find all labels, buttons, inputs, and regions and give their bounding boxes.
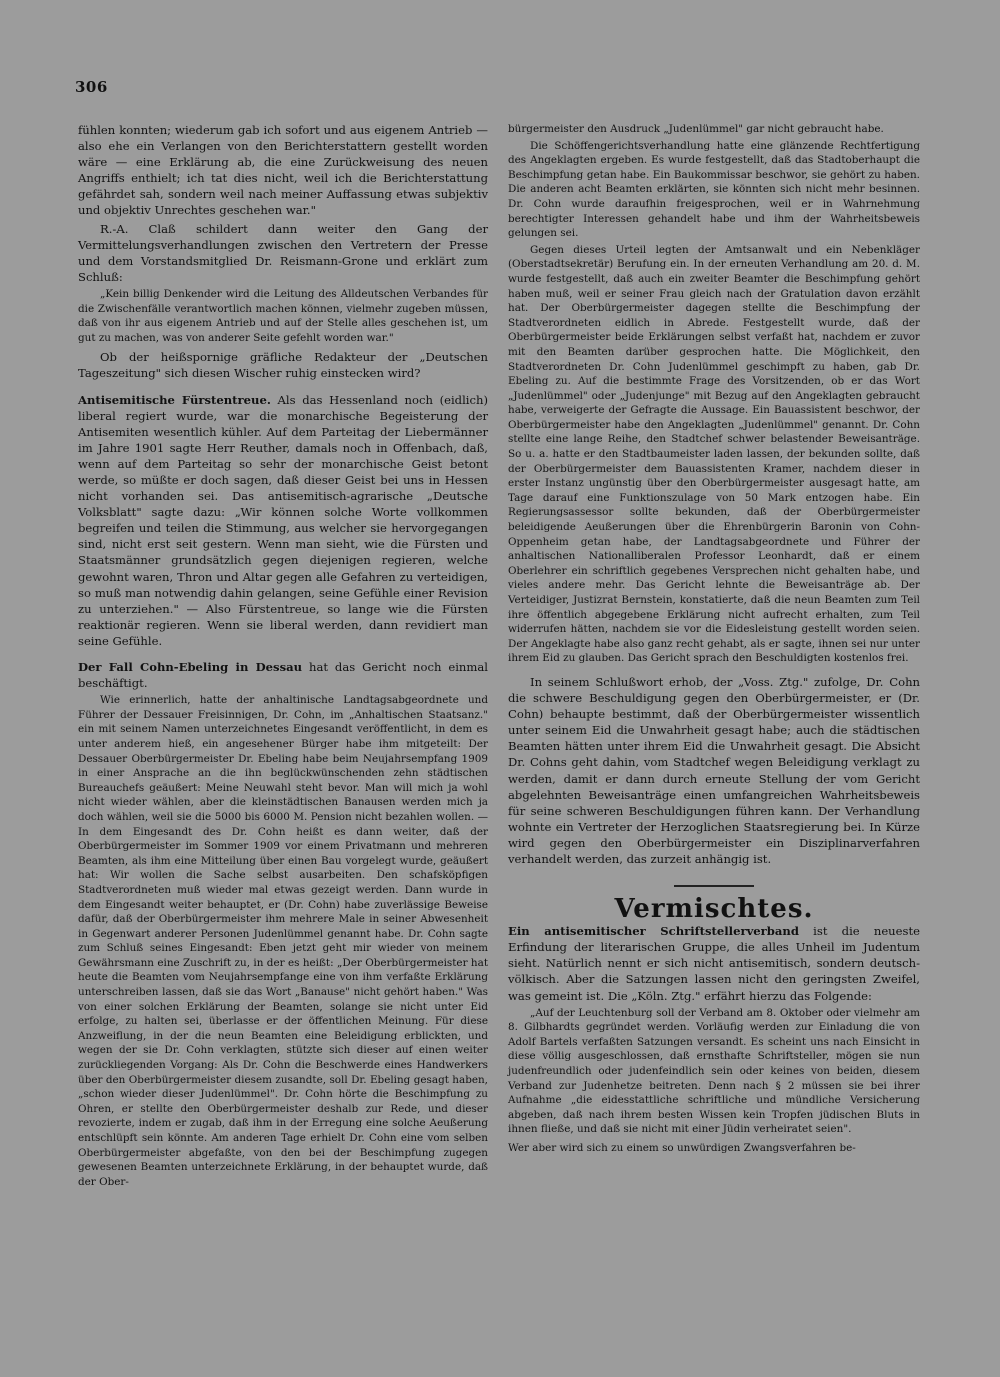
paragraph: R.-A. Claß schildert dann weiter den Gang der Vermittelungsverhandlungen zwischen den Vertretern der Presse und dem Vorstandsmitglied Dr. Reismann-Grone und erklärt zum Schluß: [78, 221, 488, 284]
paragraph: bürgermeister den Ausdruck „Judenlümmel" gar nicht gebraucht habe. [508, 123, 884, 135]
paragraph: ist die neueste Erfindung der literarischen Gruppe, die alles Unheil im Judentum sieht. Natürlich nennt er sich nicht antisemitisch, sondern deutsch-völkisch. Aber die Satzungen lassen nicht den geringsten Zweifel, was gemeint ist. Die „Köln. Ztg." erfährt hierzu das Folgende: [508, 924, 920, 1003]
article-heading: Der Fall Cohn-Ebeling in Dessau [78, 660, 303, 674]
paragraph: hat das Gericht noch einmal beschäftigt. [78, 660, 488, 691]
article-heading: Antisemitische Fürstentreue. [78, 392, 271, 407]
paragraph: Wer aber wird sich zu einem so unwürdigen Zwangsverfahren be- [508, 1142, 856, 1154]
quote: „Kein billig Denkender wird die Leitung des Alldeutschen Verbandes für die Zwischenfälle verantwortlich machen können, vielmehr zugeben müssen, daß von ihr aus eigenem Antrieb und auf der Stelle alles geschehen ist, um gut zu machen, was von anderer Seite gefehlt worden war." [78, 287, 488, 344]
paragraph: Wie erinnerlich, hatte der anhaltinische Landtagsabgeordnete und Führer der Dessauer Freisinnigen, Dr. Cohn, im „Anhaltischen Staatsanz." ein mit seinem Namen unterzeichnetes Eingesandt veröffentlicht, in dem es unter anderem hieß, ein angesehener Bürger habe ihm mitgeteilt: Der Dessauer Oberbürgermeister Dr. Ebeling habe beim Neujahrsempfang 1909 in einer Ansprache an die ihn beglückwünschenden zehn städtischen Bureauchefs geäußert: Meine Neuwahl steht bevor. Man will mich ja wohl nicht wieder wählen, aber die kleinstädtischen Banausen werden mich ja doch wählen, weil sie die 5000 bis 6000 M. Pension nicht bezahlen wollen. — In dem Eingesandt des Dr. Cohn heißt es dann weiter, daß der Oberbürgermeister im Sommer 1909 vor einem Privatmann und mehreren Beamten, als ihm eine Mitteilung über einen Bau vorgelegt wurde, geäußert hat: Wir wollen die Sache selbst ausarbeiten. Den schafsköpfigen Stadtverordneten muß wieder mal etwas gezeigt werden. Dann wurde in dem Eingesandt weiter behauptet, er (Dr. Cohn) habe zuverlässige Beweise dafür, daß der Oberbürgermeister ihm mehrere Male in seiner Abwesenheit in Gegenwart anderer Personen Judenlümmel genannt habe. Dr. Cohn sagte zum Schluß seines Eingesandt: Eben jetzt geht mir wieder von meinem Gewährsmann eine Zuschrift zu, in der es heißt: „Der Oberbürgermeister hat heute die Beamten vom Neujahrsempfange eine von ihm verfaßte Erklärung unterschreiben lassen, daß sie das Wort „Banause" nicht gehört haben." Was von einer solchen Erklärung der Beamten, solange sie nicht unter Eid erfolge, zu halten sei, überlasse er der öffentlichen Meinung. Für diese Anzweiflung, in der die neun Beamten eine Beleidigung erblickten, und wegen der sie Dr. Cohn verklagten, stützte sich dieser auf einen weiter zurückliegenden Vorgang: Als Dr. Cohn die Beschwerde eines Handwerkers über den Oberbürgermeister diesem zusandte, soll Dr. Ebeling gesagt haben, „schon wieder dieser Judenlümmel". Dr. Cohn hörte die Beschimpfung zu Ohren, er stellte den Oberbürgermeister deshalb zur Rede, und dieser revozierte, indem er zugab, daß ihm in der Erregung eine solche Aeußerung entschlüpft sein könnte. Am anderen Tage erhielt Dr. Cohn eine vom selben Oberbürgermeister abgefaßte, von den bei der Beschimpfung zugegen gewesenen Beamten unterzeichnete Erklärung, in der behauptet wurde, daß der Ober- [78, 694, 488, 1188]
section-heading: Vermischtes. [614, 894, 814, 925]
paragraph: Gegen dieses Urteil legten der Amtsanwalt und ein Nebenkläger (Oberstadtsekretär) Berufung ein. In der erneuten Verhandlung am 20. d. M. wurde festgestellt, daß auch ein zweiter Beamter die Beschimpfung gehört haben muß, weil er seiner Frau gleich nach der Gratulation davon erzählt hat. Der Oberbürgermeister dagegen stellte die Beschimpfung der Stadtverordneten eidlich in Abrede. Festgestellt wurde, daß der Oberbürgermeister beide Erklärungen selbst verfaßt hat, nachdem er zuvor mit den Beamten darüber gesprochen hatte. Die Möglichkeit, den Stadtverordneten Dr. Cohn Judenlümmel geschimpft zu haben, gab Dr. Ebeling zu. Auf die bestimmte Frage des Vorsitzenden, ob er das Wort „Judenlümmel" oder „Judenjunge" mit Bezug auf den Angeklagten gebraucht habe, verweigerte der Gefragte die Aussage. Ein Bauassistent beschwor, der Oberbürgermeister habe den Angeklagten „Judenlümmel" genannt. Dr. Cohn stellte eine lange Reihe, den Stadtchef schwer belastender Beweisanträge. So u. a. hatte er den Stadtbaumeister laden lassen, der bekunden sollte, daß der Oberbürgermeister dem Bauassistenten Kramer, nachdem dieser in erster Instanz ungünstig über den Oberbürgermeister ausgesagt hatte, am Tage darauf eine Funktionszulage von 50 Mark entzogen habe. Ein Regierungsassessor sollte bekunden, daß der Oberbürgermeister beleidigende Aeußerungen über die Ehrenbürgerin Baronin von Cohn-Oppenheim getan habe, der Landtagsabgeordnete und Führer der anhaltischen Nationalliberalen Professor Leonhardt, daß er einem Oberlehrer ein schriftlich gegebenes Versprechen nicht gehalten habe, und vieles andere mehr. Das Gericht lehnte die Beweisanträge ab. Der Verteidiger, Justizrat Bernstein, konstatierte, daß die neun Beamten zum Teil ihre öffentlich abgegebene Erklärung nicht aufrecht erhalten, zum Teil widerrufen hätten, nachdem sie vor die Eidesleistung gestellt worden seien. Der Angeklagte habe also ganz recht gehabt, als er sagte, ihnen sei nur unter ihrem Eid zu glauben. Das Gericht sprach den Beschuldigten kostenlos frei. [508, 243, 920, 665]
left-column [78, 122, 488, 1191]
paragraph: fühlen konnten; wiederum gab ich sofort und aus eigenem Antrieb — also ehe ein Verlangen von den Berichterstattern gestellt worden wäre — eine Erklärung ab, die eine Zurückweisung des neuen Angriffs enthielt; ich tat dies nicht, weil ich die Berichterstattung gefährdet sah, sondern weil nach meiner Auffassung etwas subjektiv und objektiv Unrechtes geschehen war." [78, 123, 488, 218]
quote: „Auf der Leuchtenburg soll der Verband am 8. Oktober oder vielmehr am 8. Gilbhardts gegründet werden. Vorläufig werden zur Einladung die von Adolf Bartels verfaßten Satzungen versandt. Es scheint uns nach Einsicht in diese völlig ausgeschlossen, daß ernsthafte Schriftsteller, mögen sie nun judenfreundlich oder judenfeindlich sein oder keines von beiden, diesem Verband zur Judenhetze beitreten. Denn nach § 2 müssen sie bei ihrer Aufnahme „die eidesstattliche schriftliche und mündliche Versicherung abgeben, daß nach ihrem besten Wissen kein Tropfen jüdischen Bluts in ihnen fließe, und daß sie nicht mit einer Jüdin verheiratet seien". [508, 1006, 920, 1136]
article-heading: Ein antisemitischer Schriftstellerverband [508, 924, 799, 939]
page-number: 306 [75, 78, 108, 96]
paragraph: In seinem Schlußwort erhob, der „Voss. Ztg." zufolge, Dr. Cohn die schwere Beschuldigung gegen den Oberbürgermeister, er (Dr. Cohn) behaupte bestimmt, daß der Oberbürgermeister wissentlich unter seinem Eid die Unwahrheit gesagt habe; auch die städtischen Beamten hätten unter ihrem Eid die Unwahrheit gesagt. Die Absicht Dr. Cohns geht dahin, vom Stadtchef wegen Beleidigung verklagt zu werden, damit er dann durch erneute Stellung der vom Gericht abgelehnten Beweisanträge einen umfangreichen Wahrheitsbeweis für seine schweren Beschuldigungen führen kann. Der Verhandlung wohnte ein Vertreter der Herzoglichen Staatsregierung bei. In Kürze wird gegen den Oberbürgermeister ein Disziplinarverfahren verhandelt werden, das zurzeit anhängig ist. [508, 674, 920, 866]
section-divider [674, 885, 754, 887]
paragraph: Ob der heißspornige gräfliche Redakteur der „Deutschen Tageszeitung" sich diesen Wischer ruhig einstecken wird? [78, 350, 488, 381]
paragraph: Die Schöffengerichtsverhandlung hatte eine glänzende Rechtfertigung des Angeklagten ergeben. Es wurde festgestellt, daß das Stadtoberhaupt die Beschimpfung getan habe. Ein Baukommissar beschwor, sie gehört zu haben. Die anderen acht Beamten erklärten, sie könnten sich nicht mehr besinnen. Dr. Cohn wurde daraufhin freigesprochen, weil er in Wahrnehmung berechtigter Interessen gehandelt habe und ihm der Wahrheitsbeweis gelungen sei. [508, 139, 920, 240]
paragraph: Als das Hessenland noch (eidlich) liberal regiert wurde, war die monarchische Begeisterung der Antisemiten wesentlich kühler. Auf dem Parteitag der Liebermänner im Jahre 1901 sagte Herr Reuther, damals noch in Offenbach, daß, wenn auf dem Parteitag so sehr der monarchische Geist betont werde, so müßte er doch sagen, daß dieser Geist bei uns in Hessen nicht vorhanden sei. Das antisemitisch-agrarische „Deutsche Volksblatt" sagte dazu: „Wir können solche Worte vollkommen begreifen und teilen die Stimmung, aus welcher sie hervorgegangen sind, nicht erst seit gestern. Wenn man sieht, wie die Fürsten und Staatsmänner grundsätzlich gegen diejenigen regieren, welche gewohnt waren, Thron und Altar gegen alle Gefahren zu verteidigen, so muß man notwendig dahin gelangen, seine Gefühle einer Revision zu unterziehen." — Also Fürstentreue, so lange wie die Fürsten reaktionär regieren. Wenn sie liberal werden, dann revidiert man seine Gefühle. [78, 392, 488, 648]
right-column [508, 122, 920, 1158]
